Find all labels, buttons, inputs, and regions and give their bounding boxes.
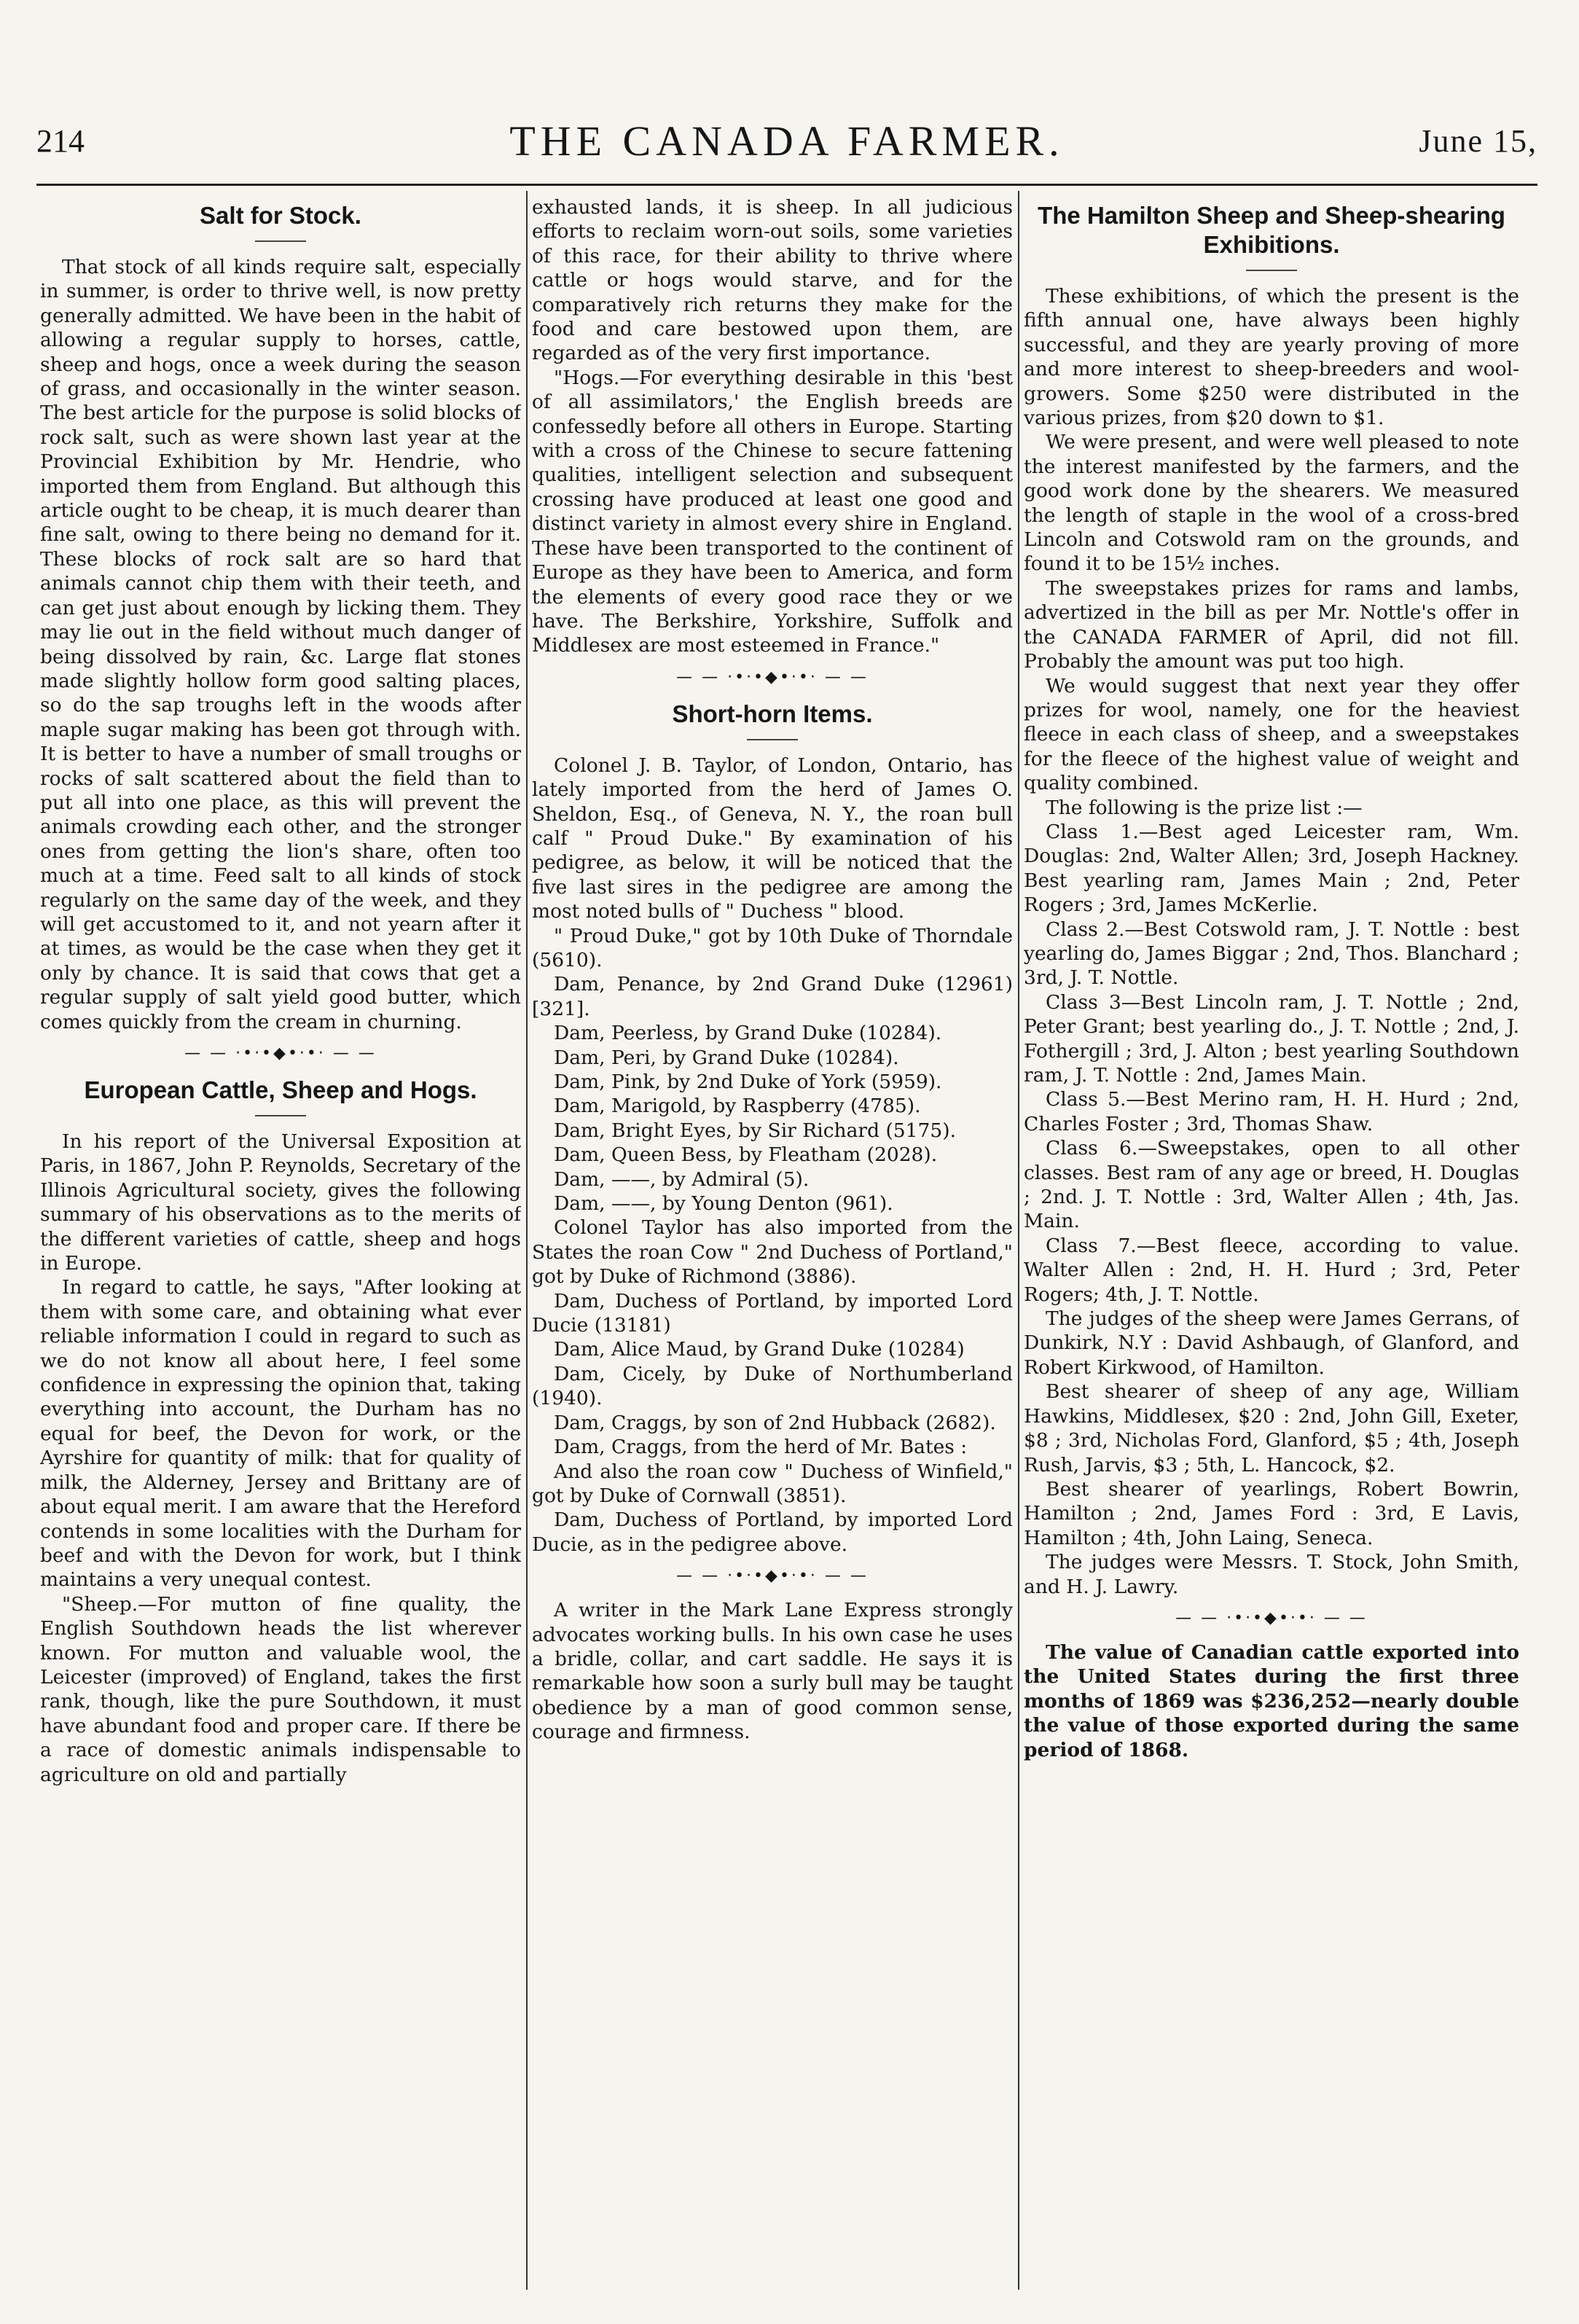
title-rule: [1246, 270, 1297, 271]
pedigree-entry: Dam, Bright Eyes, by Sir Richard (5175).: [554, 1119, 956, 1142]
title-rule: [255, 240, 306, 242]
pedigree-entry: Dam, Penance, by 2nd Grand Duke (12961) [321].: [532, 973, 1013, 1020]
prize-list-entry: Class 6.—Sweepstakes, open to all other classes. Best ram of any age or breed, H. Douglas ; 2nd. J. T. Nottle : 3rd, Walter Allen ; 4th, Jas. Main.: [1024, 1137, 1519, 1233]
pedigree-entry: Dam, Alice Maud, by Grand Duke (10284): [554, 1338, 965, 1361]
article-paragraph: "Sheep.—For mutton of fine quality, the English Southdown heads the list wherever known. For mutton and valuable wool, the Leicester (improved) of England, takes the first rank, though, like the pure Southdown, it must have abundant food and proper care. If there be a race of domestic animals indispensable to agriculture on old and partially: [40, 1592, 521, 1786]
article-paragraph: Best shearer of sheep of any age, William Hawkins, Middlesex, $20 : 2nd, John Gill, Exeter, $8 ; 3rd, Nicholas Ford, Glanford, $5 ; 4th, Joseph Rush, Jarvis, $3 ; 5th, L. Hancock, $2.: [1024, 1380, 1519, 1476]
prize-list-entry: Class 3—Best Lincoln ram, J. T. Nottle ; 2nd, Peter Grant; best yearling do., J. T. Nottle ; 2nd, J. Fothergill ; 3rd, J. Alton ; best yearling Southdown ram, J. T. Nottle : 2nd, James Main.: [1024, 990, 1519, 1087]
column-divider: [526, 191, 528, 2290]
article-paragraph: A writer in the Mark Lane Express strongly advocates working bulls. In his own case he uses a bridle, collar, and cart saddle. He says it is remarkable how soon a surly bull may be taught obedience by a man of good common sense, courage and firmness.: [532, 1599, 1013, 1744]
pedigree-entry: Dam, ——, by Admiral (5).: [554, 1167, 810, 1191]
article-paragraph: The judges of the sheep were James Gerrans, of Dunkirk, N.Y : David Ashbaugh, of Glanford, and Robert Kirkwood, of Hamilton.: [1024, 1307, 1519, 1379]
article-paragraph: The following is the prize list :—: [1046, 796, 1363, 819]
pedigree-entry: Dam, Queen Bess, by Fleatham (2028).: [554, 1143, 938, 1167]
section-ornament: — — ·•·•◆•·•· — —: [676, 1567, 869, 1586]
prize-list-entry: Class 2.—Best Cotswold ram, J. T. Nottle : best yearling do, James Biggar ; 2nd, Thos. Blanchard ; 3rd, J. T. Nottle.: [1024, 918, 1519, 990]
section-ornament: — — ·•·•◆•·•· — —: [676, 668, 869, 686]
article-paragraph: Colonel Taylor has also imported from the States the roan Cow " 2nd Duchess of Portland," got by Duke of Richmond (3886).: [532, 1216, 1013, 1288]
article-paragraph: "Hogs.—For everything desirable in this 'best of all assimilators,' the English breeds are confessedly before all others in Europe. Starting with a cross of the Chinese to secure fattening qualities, intelligent selection and subsequent crossing have produced at least one good and distinct variety in almost every shire in England. These have been transported to the continent of Europe as they have been to America, and form the elements of every good race they or we have. The Berkshire, Yorkshire, Suffolk and Middlesex are most esteemed in France.": [532, 366, 1013, 657]
pedigree-entry: Dam, Craggs, by son of 2nd Hubback (2682).: [554, 1411, 996, 1434]
prize-list-entry: Class 5.—Best Merino ram, H. H. Hurd ; 2nd, Charles Foster ; 3rd, Thomas Shaw.: [1024, 1088, 1519, 1135]
prize-list-entry: Class 7.—Best fleece, according to value. Walter Allen : 2nd, H. H. Hurd ; 3rd, Peter Rogers; 4th, J. T. Nottle.: [1024, 1234, 1519, 1306]
article-paragraph: exhausted lands, it is sheep. In all judicious efforts to reclaim worn-out soils, some varieties of this race, for their ability to thrive where cattle or hogs would starve, and for the comparatively rich returns they make for the food and care bestowed upon them, are regarded as of the very first importance.: [532, 196, 1013, 365]
article-paragraph: We were present, and were well pleased to note the interest manifested by the farmers, and the good work done by the shearers. We measured the length of staple in the wool of a cross-bred Lincoln and Cotswold ram on the grounds, and found it to be 15½ inches.: [1024, 431, 1519, 576]
article-paragraph: In regard to cattle, he says, "After looking at them with some care, and obtaining what ever reliable information I could in regard to such as we do not know all about here, I feel some confidence in expressing the opinion that, taking everything into account, the Durham has no equal for beef, the Devon for work, or the Ayrshire for quantity of milk: that for quality of milk, the Alderney, Jersey and Brittany are of about equal merit. I am aware that the Hereford contends in some localities with the Durham for beef and with the Devon for work, but I think maintains a very unequal contest.: [40, 1276, 521, 1592]
prize-list-entry: Class 1.—Best aged Leicester ram, Wm. Douglas: 2nd, Walter Allen; 3rd, Joseph Hackney. Best yearling ram, James Main ; 2nd, Peter Rogers ; 3rd, James McKerlie.: [1024, 820, 1519, 917]
column-2: [532, 195, 1013, 2294]
article-paragraph: The judges were Messrs. T. Stock, John Smith, and H. J. Lawry.: [1024, 1551, 1519, 1598]
column-divider: [1018, 191, 1019, 2290]
article-paragraph: " Proud Duke," got by 10th Duke of Thorndale (5610).: [532, 924, 1013, 971]
pedigree-entry: Dam, Duchess of Portland, by imported Lord Ducie (13181): [532, 1289, 1013, 1337]
article-title-salt-for-stock: Salt for Stock.: [200, 202, 361, 229]
article-paragraph: Colonel J. B. Taylor, of London, Ontario, has lately imported from the herd of James O. Sheldon, Esq., of Geneva, N. Y., the roan bull calf " Proud Duke." By examination of his pedigree, as below, it will be noticed that the five last sires in the pedigree are among the most noted bulls of " Duchess " blood.: [532, 754, 1013, 923]
article-title-hamilton-sheep: The Hamilton Sheep and Sheep-shearing Exhibitions.: [1038, 202, 1505, 258]
pedigree-entry: Dam, Peerless, by Grand Duke (10284).: [554, 1022, 942, 1045]
article-title-european-cattle: European Cattle, Sheep and Hogs.: [84, 1076, 477, 1103]
article-paragraph: And also the roan cow " Duchess of Winfield," got by Duke of Cornwall (3851).: [532, 1460, 1013, 1507]
masthead-title: THE CANADA FARMER.: [509, 117, 1065, 165]
pedigree-entry: Dam, Peri, by Grand Duke (10284).: [554, 1046, 899, 1069]
article-title-short-horn-items: Short-horn Items.: [672, 700, 873, 727]
title-rule: [747, 739, 798, 740]
article-paragraph: Best shearer of yearlings, Robert Bowrin, Hamilton ; 2nd, James Ford : 3rd, E Lavis, Hamilton ; 4th, John Laing, Seneca.: [1024, 1477, 1519, 1549]
article-paragraph: That stock of all kinds require salt, especially in summer, is order to thrive well, is now pretty generally admitted. We have been in the habit of allowing a regular supply to horses, cattle, sheep and hogs, once a week during the season of grass, and occasionally in the winter season. The best article for the purpose is solid blocks of rock salt, such as were shown last year at the Provincial Exhibition by Mr. Hendrie, who imported them from England. But although this article ought to be cheap, it is much dearer than fine salt, owing to there being no demand for it. These blocks of rock salt are so hard that animals cannot chip them with their teeth, and can get just about enough by licking them. They may lie out in the field without much danger of being dissolved by rain, &c. Large flat stones made slightly hollow form good salting places, so do the sap troughs left in the woods after maple sugar making has been got through with. It is better to have a number of small troughs or rocks of salt scattered about the field than to put all into one place, as this will prevent the animals crowding each other, and the stronger ones from getting the lion's share, often too much at a time. Feed salt to all kinds of stock regularly on the same day of the week, and they will get accustomed to it, and not yearn after it at times, as would be the case when they get it only by chance. It is said that cows that get a regular supply of salt yield good butter, which comes quickly from the cream in churning.: [40, 256, 521, 1033]
article-paragraph: These exhibitions, of which the present is the fifth annual one, have always been highly successful, and they are yearly proving of more and more interest to sheep-breeders and wool-growers. Some $250 were distributed in the various prizes, from $20 down to $1.: [1024, 285, 1519, 430]
section-ornament: — — ·•·•◆•·•· — —: [1175, 1608, 1368, 1627]
title-rule: [255, 1115, 306, 1116]
article-paragraph: The sweepstakes prizes for rams and lambs, advertized in the bill as per Mr. Nottle's offer in the CANADA FARMER of April, did not fill. Probably the amount was put too high.: [1024, 576, 1519, 673]
pedigree-entry: Dam, Marigold, by Raspberry (4785).: [554, 1095, 921, 1118]
article-paragraph-cattle-exports: The value of Canadian cattle exported into the United States during the first three months of 1869 was $236,252—nearly double the value of those exported during the same period of 1868.: [1024, 1640, 1519, 1761]
page-number: 214: [36, 123, 85, 159]
pedigree-entry: Dam, Pink, by 2nd Duke of York (5959).: [554, 1071, 942, 1093]
column-1: [40, 195, 521, 2294]
article-paragraph: In his report of the Universal Exposition at Paris, in 1867, John P. Reynolds, Secretary of the Illinois Agricultural society, gives the following summary of his observations as to the merits of the different varieties of cattle, sheep and hogs in Europe.: [40, 1130, 521, 1275]
issue-date: June 15,: [1419, 123, 1537, 159]
article-paragraph: We would suggest that next year they offer prizes for wool, namely, one for the heaviest fleece in each class of sheep, and a sweepstakes for the fleece of the highest value of weight and quality combined.: [1024, 674, 1519, 795]
section-ornament: — — ·•·•◆•·•· — —: [184, 1044, 377, 1063]
pedigree-entry: Dam, ——, by Young Denton (961).: [554, 1192, 893, 1216]
pedigree-entry: Dam, Cicely, by Duke of Northumberland (1940).: [532, 1362, 1013, 1410]
article-paragraph: Dam, Duchess of Portland, by imported Lord Ducie, as in the pedigree above.: [532, 1509, 1013, 1556]
page-header: [36, 117, 1537, 175]
header-rule: [36, 184, 1537, 186]
column-3: [1024, 195, 1519, 2294]
pedigree-entry: Dam, Craggs, from the herd of Mr. Bates :: [554, 1436, 968, 1459]
